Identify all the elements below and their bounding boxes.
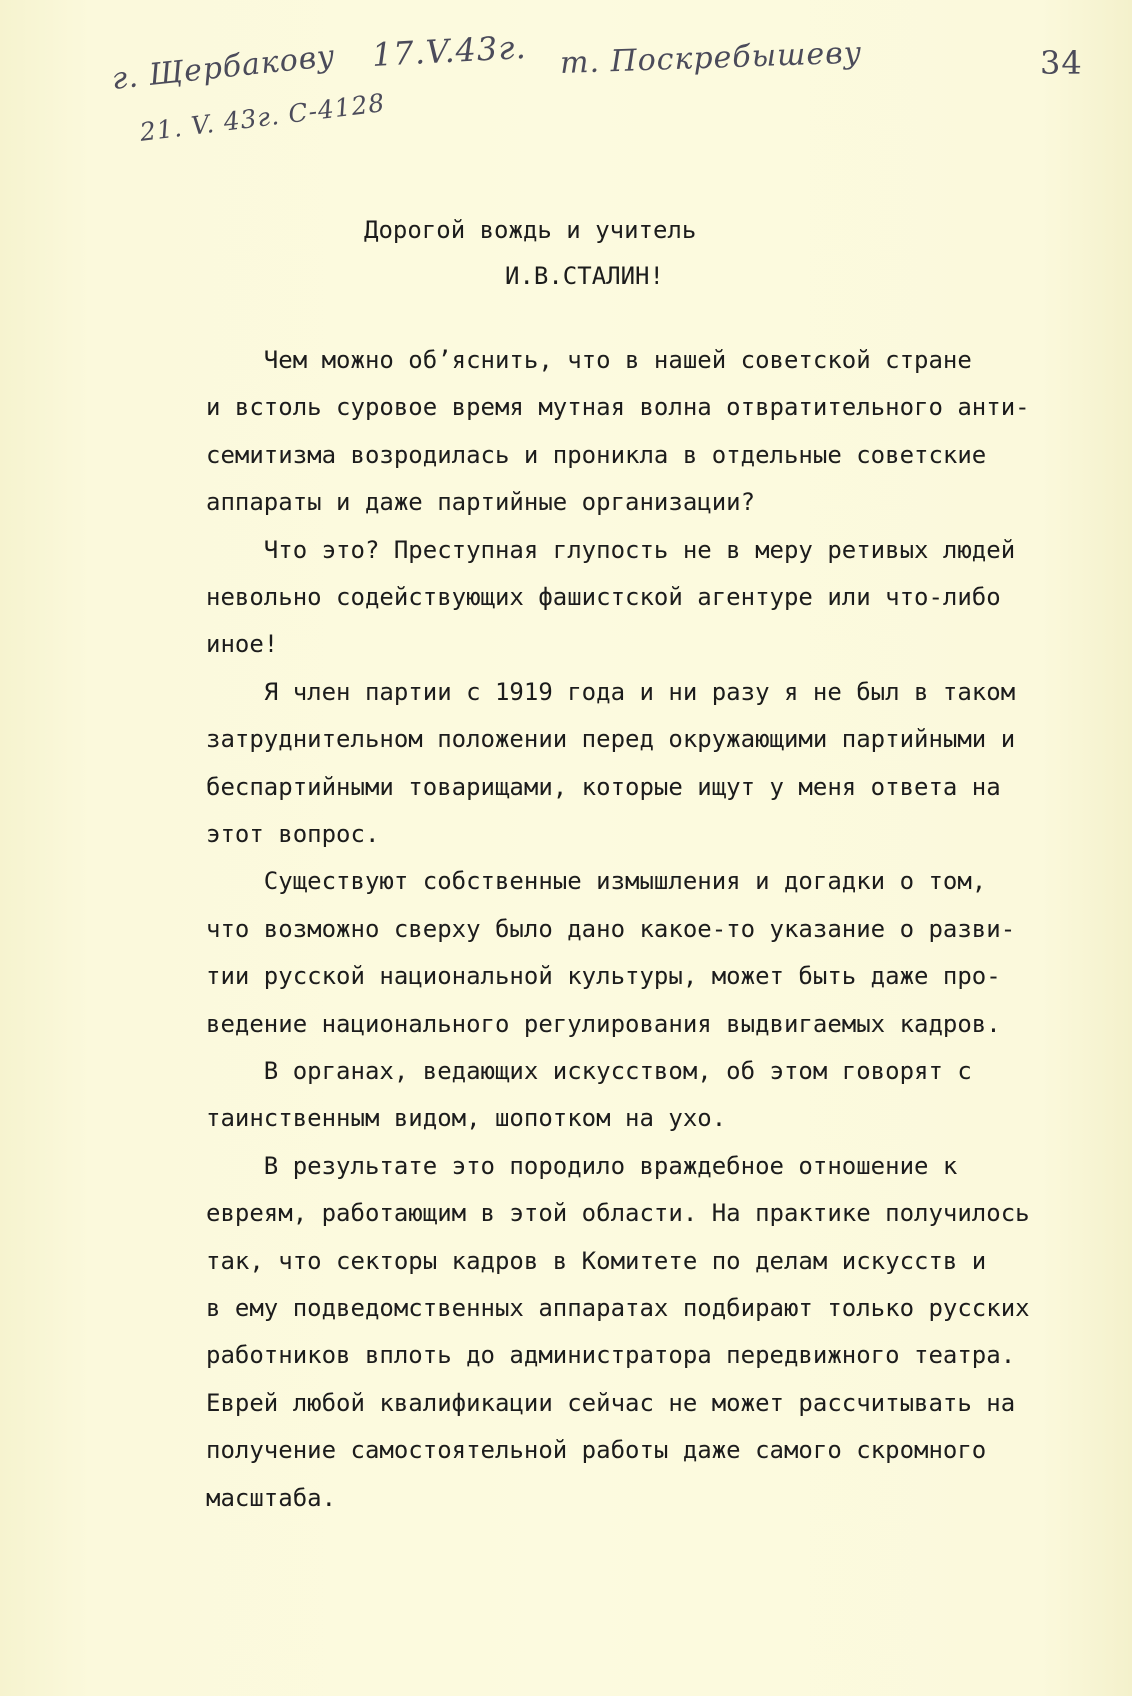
body-line: что возможно сверху было дано какое-то указание о разви- — [206, 914, 1016, 943]
handwritten-reference-note: 21. V. 43г. С-4128 — [138, 88, 387, 147]
letter-body — [206, 348, 1106, 1528]
body-line: таинственным видом, шопотком на ухо. — [206, 1104, 727, 1133]
greeting-line-1: Дорогой вождь и учитель — [364, 216, 697, 244]
greeting-line-2: И.В.СТАЛИН! — [505, 262, 664, 290]
body-line: в ему подведомственных аппаратах подбирают только русских — [206, 1294, 1030, 1322]
body-line: беспартийными товарищами, которые ищут у меня ответа на — [206, 772, 1001, 801]
handwritten-recipient-note: т. Поскребышеву — [559, 35, 863, 81]
body-line: получение самостоятельной работы даже самого скромного — [206, 1436, 987, 1465]
body-line: этот вопрос. — [206, 820, 380, 848]
body-line: евреям, работающим в этой области. На практике получилось — [206, 1199, 1030, 1228]
handwritten-date: 17.V.43г. — [371, 27, 528, 74]
page-number: 34 — [1040, 44, 1083, 82]
body-line: семитизма возродилась и проникла в отдельные советские — [206, 440, 987, 469]
body-line: аппараты и даже партийные организации? — [206, 488, 756, 517]
body-line: тии русской национальной культуры, может быть даже про- — [206, 962, 1001, 991]
body-line: затруднительном положении перед окружающими партийными и — [206, 725, 1016, 754]
body-line: ведение национального регулирования выдвигаемых кадров. — [206, 1009, 1001, 1038]
body-line: Чем можно об’яснить, что в нашей советской стране — [206, 346, 972, 374]
body-line: и встоль суровое время мутная волна отвратительного анти- — [206, 393, 1030, 422]
body-line: Я член партии с 1919 года и ни разу я не был в таком — [206, 677, 1016, 706]
body-line: Что это? Преступная глупость не в меру ретивых людей — [206, 535, 1016, 564]
body-line: масштаба. — [206, 1483, 337, 1512]
body-line: работников вплоть до администратора передвижного театра. — [206, 1341, 1016, 1370]
body-line: Еврей любой квалификации сейчас не может рассчитывать на — [206, 1388, 1016, 1417]
body-line: В органах, ведающих искусством, об этом говорят с — [206, 1057, 972, 1085]
body-line: невольно содействующих фашистской агентуре или что-либо — [206, 583, 1001, 611]
body-line: иное! — [206, 630, 279, 659]
body-line: так, что секторы кадров в Комитете по делам искусств и — [206, 1246, 987, 1275]
handwritten-addressee-note: г. Щербакову — [110, 38, 338, 97]
body-line: В результате это породило враждебное отношение к — [206, 1151, 958, 1180]
body-line: Существуют собственные измышления и догадки о том, — [206, 867, 987, 896]
